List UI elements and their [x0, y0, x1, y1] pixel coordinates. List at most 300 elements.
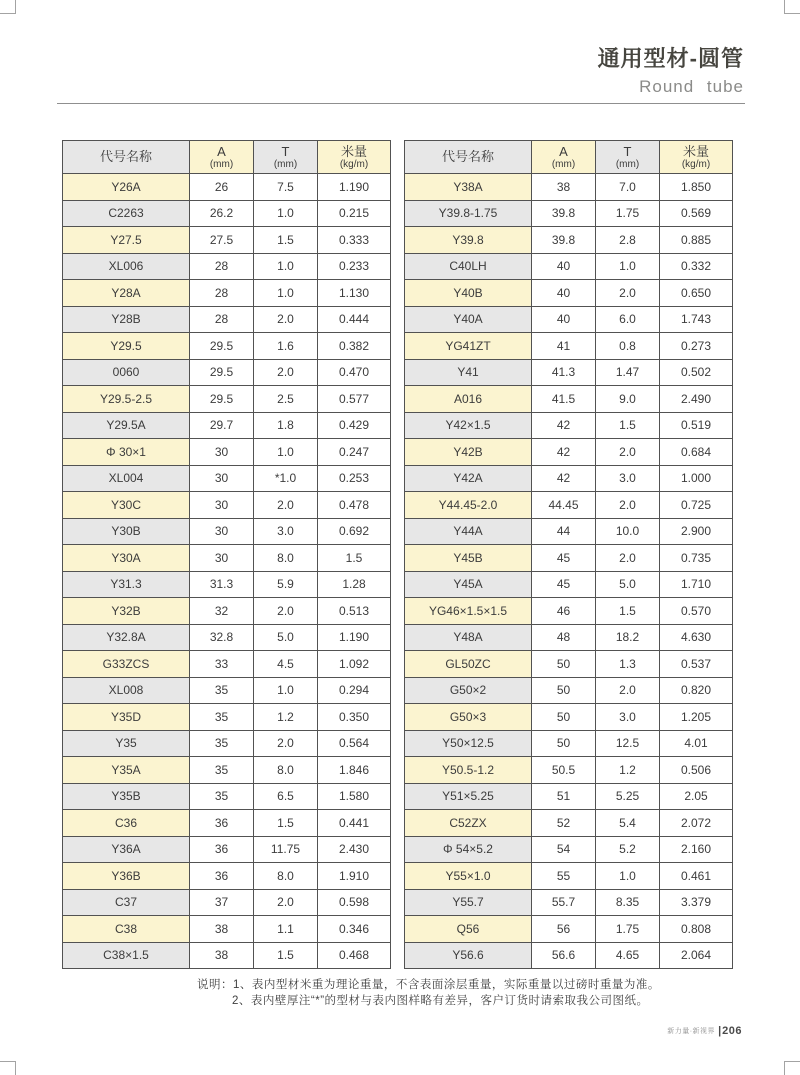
cell-code: Y30A — [63, 545, 190, 572]
cell-t: 1.0 — [254, 200, 318, 227]
table-row — [63, 333, 391, 360]
cell-code: Y45A — [405, 571, 532, 598]
table-row — [63, 704, 391, 731]
col-header-code: 代号名称 — [63, 141, 190, 174]
page-number: 206 — [722, 1025, 742, 1037]
cell-code: Y30B — [63, 518, 190, 545]
cell-t: 1.0 — [596, 253, 660, 280]
table-row — [63, 280, 391, 307]
col-header-code: 代号名称 — [405, 141, 532, 174]
cell-weight: 1.5 — [318, 545, 391, 572]
cell-t: 9.0 — [596, 386, 660, 413]
cell-code: GL50ZC — [405, 651, 532, 678]
cell-weight: 2.490 — [660, 386, 733, 413]
table-row — [63, 651, 391, 678]
cell-code: Y44A — [405, 518, 532, 545]
table-row — [63, 227, 391, 254]
table-row — [63, 810, 391, 837]
cell-code: YG41ZT — [405, 333, 532, 360]
table-row — [405, 889, 733, 916]
table-row — [405, 942, 733, 969]
cell-t: 8.0 — [254, 863, 318, 890]
table-row — [63, 757, 391, 784]
cell-a: 40 — [532, 280, 596, 307]
col-header-weight: 米量 (kg/m) — [660, 141, 733, 174]
table-row — [63, 412, 391, 439]
table-row — [405, 598, 733, 625]
cell-t: 5.9 — [254, 571, 318, 598]
cell-weight: 2.160 — [660, 836, 733, 863]
cell-code: Y44.45-2.0 — [405, 492, 532, 519]
cell-code: Y29.5 — [63, 333, 190, 360]
cell-weight: 0.350 — [318, 704, 391, 731]
cell-t: 0.8 — [596, 333, 660, 360]
header-divider — [57, 103, 745, 104]
cell-a: 44 — [532, 518, 596, 545]
cell-a: 35 — [190, 757, 254, 784]
crop-mark-top-left — [0, 0, 16, 14]
cell-a: 55.7 — [532, 889, 596, 916]
cell-code: Y42A — [405, 465, 532, 492]
crop-mark-bottom-left — [0, 1061, 16, 1075]
table-row — [63, 465, 391, 492]
cell-t: 1.8 — [254, 412, 318, 439]
cell-code: G50×2 — [405, 677, 532, 704]
cell-t: 4.5 — [254, 651, 318, 678]
cell-a: 40 — [532, 306, 596, 333]
table-row — [63, 200, 391, 227]
cell-a: 31.3 — [190, 571, 254, 598]
cell-a: 45 — [532, 571, 596, 598]
cell-code: Y55×1.0 — [405, 863, 532, 890]
cell-t: 1.5 — [254, 942, 318, 969]
cell-a: 48 — [532, 624, 596, 651]
cell-weight: 0.735 — [660, 545, 733, 572]
cell-t: 2.0 — [254, 889, 318, 916]
col-header-weight: 米量 (kg/m) — [318, 141, 391, 174]
cell-weight: 0.570 — [660, 598, 733, 625]
table-row — [63, 386, 391, 413]
cell-t: 3.0 — [254, 518, 318, 545]
table-row — [63, 916, 391, 943]
table-row — [63, 598, 391, 625]
cell-weight: 0.253 — [318, 465, 391, 492]
cell-code: C2263 — [63, 200, 190, 227]
cell-a: 28 — [190, 280, 254, 307]
table-row — [405, 359, 733, 386]
cell-weight: 0.382 — [318, 333, 391, 360]
table-row — [405, 757, 733, 784]
cell-a: 56 — [532, 916, 596, 943]
cell-a: 32 — [190, 598, 254, 625]
cell-weight: 0.444 — [318, 306, 391, 333]
page-title: 通用型材-圆管 — [597, 46, 744, 71]
cell-t: 2.0 — [596, 545, 660, 572]
cell-t: 11.75 — [254, 836, 318, 863]
cell-a: 41.5 — [532, 386, 596, 413]
cell-a: 38 — [532, 174, 596, 201]
cell-code: G33ZCS — [63, 651, 190, 678]
cell-a: 42 — [532, 439, 596, 466]
cell-weight: 0.273 — [660, 333, 733, 360]
note-line-2: 2、表内壁厚注“*”的型材与表内图样略有差异，客户订货时请索取我公司图纸。 — [232, 995, 649, 1007]
cell-code: Y35 — [63, 730, 190, 757]
cell-a: 33 — [190, 651, 254, 678]
cell-weight: 1.190 — [318, 624, 391, 651]
cell-code: Y55.7 — [405, 889, 532, 916]
header-row — [405, 141, 733, 174]
cell-t: 2.0 — [596, 677, 660, 704]
cell-weight: 0.569 — [660, 200, 733, 227]
cell-a: 52 — [532, 810, 596, 837]
cell-t: 1.5 — [254, 227, 318, 254]
table-row — [63, 439, 391, 466]
cell-a: 39.8 — [532, 227, 596, 254]
spec-tables — [62, 140, 733, 969]
table-row — [405, 465, 733, 492]
cell-weight: 0.470 — [318, 359, 391, 386]
table-row — [405, 412, 733, 439]
cell-weight: 1.846 — [318, 757, 391, 784]
table-row — [63, 942, 391, 969]
cell-a: 55 — [532, 863, 596, 890]
cell-code: Y26A — [63, 174, 190, 201]
cell-weight: 4.01 — [660, 730, 733, 757]
cell-code: Y38A — [405, 174, 532, 201]
cell-a: 41 — [532, 333, 596, 360]
table-row — [405, 174, 733, 201]
cell-weight: 2.072 — [660, 810, 733, 837]
cell-code: C37 — [63, 889, 190, 916]
table-row — [405, 518, 733, 545]
cell-a: 30 — [190, 545, 254, 572]
cell-code: Y41 — [405, 359, 532, 386]
cell-a: 32.8 — [190, 624, 254, 651]
cell-weight: 1.710 — [660, 571, 733, 598]
cell-a: 46 — [532, 598, 596, 625]
cell-weight: 0.461 — [660, 863, 733, 890]
cell-a: 35 — [190, 783, 254, 810]
cell-a: 38 — [190, 942, 254, 969]
cell-weight: 1.910 — [318, 863, 391, 890]
table-row — [63, 174, 391, 201]
cell-code: Y31.3 — [63, 571, 190, 598]
cell-code: YG46×1.5×1.5 — [405, 598, 532, 625]
cell-t: 2.0 — [254, 730, 318, 757]
table-row — [63, 545, 391, 572]
cell-code: C38 — [63, 916, 190, 943]
cell-code: Y40B — [405, 280, 532, 307]
cell-code: C52ZX — [405, 810, 532, 837]
cell-weight: 0.650 — [660, 280, 733, 307]
cell-weight: 0.577 — [318, 386, 391, 413]
cell-code: Y42B — [405, 439, 532, 466]
cell-t: 18.2 — [596, 624, 660, 651]
cell-weight: 0.441 — [318, 810, 391, 837]
cell-a: 35 — [190, 677, 254, 704]
cell-t: 5.0 — [254, 624, 318, 651]
cell-weight: 0.885 — [660, 227, 733, 254]
cell-code: C40LH — [405, 253, 532, 280]
cell-weight: 2.900 — [660, 518, 733, 545]
table-row — [405, 836, 733, 863]
cell-code: C38×1.5 — [63, 942, 190, 969]
note-line-1: 说明：1、表内型材米重为理论重量，不含表面涂层重量，实际重量以过磅时重量为准。 — [197, 979, 660, 991]
cell-t: 7.5 — [254, 174, 318, 201]
table-row — [405, 545, 733, 572]
page-header — [598, 46, 744, 97]
cell-a: 38 — [190, 916, 254, 943]
cell-code: A016 — [405, 386, 532, 413]
cell-code: Y27.5 — [63, 227, 190, 254]
brand-tagline: 新力量·新视界 — [667, 1028, 716, 1035]
table-row — [63, 783, 391, 810]
cell-a: 42 — [532, 465, 596, 492]
cell-a: 30 — [190, 492, 254, 519]
cell-weight: 0.692 — [318, 518, 391, 545]
cell-weight: 0.725 — [660, 492, 733, 519]
cell-code: Y45B — [405, 545, 532, 572]
cell-a: 35 — [190, 704, 254, 731]
cell-t: 3.0 — [596, 704, 660, 731]
table-row — [405, 677, 733, 704]
cell-t: 8.0 — [254, 545, 318, 572]
cell-a: 51 — [532, 783, 596, 810]
cell-code: Y42×1.5 — [405, 412, 532, 439]
cell-a: 35 — [190, 730, 254, 757]
cell-code: Y50.5-1.2 — [405, 757, 532, 784]
cell-code: Y30C — [63, 492, 190, 519]
cell-t: 2.8 — [596, 227, 660, 254]
col-header-a: A (mm) — [190, 141, 254, 174]
table-row — [405, 386, 733, 413]
cell-t: 2.0 — [254, 359, 318, 386]
table-row — [63, 624, 391, 651]
col-header-t: T (mm) — [254, 141, 318, 174]
page-subtitle: Round tube — [639, 77, 744, 96]
table-row — [405, 624, 733, 651]
cell-weight: 0.513 — [318, 598, 391, 625]
cell-t: 2.0 — [596, 492, 660, 519]
cell-a: 41.3 — [532, 359, 596, 386]
cell-code: Y56.6 — [405, 942, 532, 969]
table-row — [63, 863, 391, 890]
spec-table-left — [62, 140, 391, 969]
cell-weight: 1.743 — [660, 306, 733, 333]
cell-a: 50 — [532, 704, 596, 731]
cell-a: 26.2 — [190, 200, 254, 227]
table-row — [63, 730, 391, 757]
cell-weight: 2.430 — [318, 836, 391, 863]
cell-weight: 1.850 — [660, 174, 733, 201]
cell-weight: 0.332 — [660, 253, 733, 280]
cell-code: Y50×12.5 — [405, 730, 532, 757]
table-row — [63, 492, 391, 519]
cell-a: 36 — [190, 836, 254, 863]
footer-separator: | — [718, 1025, 722, 1037]
crop-mark-bottom-right — [784, 1061, 800, 1075]
cell-t: 2.0 — [254, 598, 318, 625]
table-row — [63, 836, 391, 863]
cell-code: 0060 — [63, 359, 190, 386]
cell-weight: 1.092 — [318, 651, 391, 678]
cell-weight: 1.205 — [660, 704, 733, 731]
cell-t: 1.0 — [254, 439, 318, 466]
cell-a: 30 — [190, 465, 254, 492]
table-notes — [197, 977, 660, 1009]
cell-a: 42 — [532, 412, 596, 439]
cell-t: 6.0 — [596, 306, 660, 333]
cell-t: 1.0 — [254, 280, 318, 307]
cell-weight: 1.28 — [318, 571, 391, 598]
cell-a: 50 — [532, 730, 596, 757]
cell-weight: 1.130 — [318, 280, 391, 307]
cell-code: XL004 — [63, 465, 190, 492]
cell-a: 29.5 — [190, 359, 254, 386]
cell-code: Y48A — [405, 624, 532, 651]
cell-code: Y36A — [63, 836, 190, 863]
cell-weight: 0.808 — [660, 916, 733, 943]
table-row — [63, 359, 391, 386]
table-row — [405, 916, 733, 943]
cell-t: 4.65 — [596, 942, 660, 969]
cell-code: Y28B — [63, 306, 190, 333]
cell-a: 54 — [532, 836, 596, 863]
table-row — [63, 677, 391, 704]
cell-code: Y28A — [63, 280, 190, 307]
table-row — [405, 783, 733, 810]
table-row — [405, 704, 733, 731]
spec-table-right — [404, 140, 733, 969]
table-row — [63, 253, 391, 280]
cell-code: C36 — [63, 810, 190, 837]
table-row — [405, 571, 733, 598]
cell-weight: 0.215 — [318, 200, 391, 227]
table-row — [405, 492, 733, 519]
crop-mark-top-right — [784, 0, 800, 14]
cell-code: Y35B — [63, 783, 190, 810]
col-header-t: T (mm) — [596, 141, 660, 174]
cell-weight: 0.333 — [318, 227, 391, 254]
cell-code: Φ 54×5.2 — [405, 836, 532, 863]
cell-weight: 0.519 — [660, 412, 733, 439]
cell-code: Y40A — [405, 306, 532, 333]
cell-a: 26 — [190, 174, 254, 201]
table-row — [63, 571, 391, 598]
cell-code: XL006 — [63, 253, 190, 280]
cell-a: 50 — [532, 651, 596, 678]
cell-code: Y29.5-2.5 — [63, 386, 190, 413]
table-row — [405, 863, 733, 890]
cell-a: 37 — [190, 889, 254, 916]
cell-t: 1.2 — [254, 704, 318, 731]
cell-a: 50.5 — [532, 757, 596, 784]
table-row — [405, 200, 733, 227]
cell-weight: 2.064 — [660, 942, 733, 969]
cell-a: 29.5 — [190, 386, 254, 413]
cell-t: 2.0 — [254, 492, 318, 519]
cell-t: 1.0 — [254, 253, 318, 280]
table-row — [405, 810, 733, 837]
cell-a: 30 — [190, 439, 254, 466]
cell-weight: 0.564 — [318, 730, 391, 757]
cell-t: 1.5 — [254, 810, 318, 837]
cell-weight: 0.506 — [660, 757, 733, 784]
cell-t: 5.25 — [596, 783, 660, 810]
cell-weight: 0.478 — [318, 492, 391, 519]
cell-a: 50 — [532, 677, 596, 704]
table-row — [405, 730, 733, 757]
cell-a: 56.6 — [532, 942, 596, 969]
cell-weight: 0.598 — [318, 889, 391, 916]
cell-weight: 0.502 — [660, 359, 733, 386]
table-row — [63, 889, 391, 916]
table-row — [405, 439, 733, 466]
cell-code: Y39.8-1.75 — [405, 200, 532, 227]
table-row — [63, 518, 391, 545]
cell-weight: 1.580 — [318, 783, 391, 810]
cell-weight: 0.294 — [318, 677, 391, 704]
table-row — [405, 651, 733, 678]
cell-a: 28 — [190, 306, 254, 333]
cell-t: 1.47 — [596, 359, 660, 386]
cell-code: Y39.8 — [405, 227, 532, 254]
cell-t: 10.0 — [596, 518, 660, 545]
cell-t: 1.0 — [596, 863, 660, 890]
cell-a: 28 — [190, 253, 254, 280]
cell-t: 2.5 — [254, 386, 318, 413]
cell-a: 30 — [190, 518, 254, 545]
cell-weight: 0.429 — [318, 412, 391, 439]
cell-t: 1.0 — [254, 677, 318, 704]
cell-t: 1.6 — [254, 333, 318, 360]
cell-a: 29.7 — [190, 412, 254, 439]
cell-t: *1.0 — [254, 465, 318, 492]
cell-a: 27.5 — [190, 227, 254, 254]
cell-a: 39.8 — [532, 200, 596, 227]
cell-t: 8.0 — [254, 757, 318, 784]
cell-a: 36 — [190, 810, 254, 837]
cell-t: 5.0 — [596, 571, 660, 598]
cell-code: Y51×5.25 — [405, 783, 532, 810]
cell-code: Y32.8A — [63, 624, 190, 651]
table-row — [405, 253, 733, 280]
cell-weight: 1.190 — [318, 174, 391, 201]
cell-code: G50×3 — [405, 704, 532, 731]
cell-code: XL008 — [63, 677, 190, 704]
cell-code: Q56 — [405, 916, 532, 943]
cell-a: 36 — [190, 863, 254, 890]
cell-t: 1.5 — [596, 598, 660, 625]
cell-weight: 0.233 — [318, 253, 391, 280]
cell-weight: 4.630 — [660, 624, 733, 651]
cell-t: 8.35 — [596, 889, 660, 916]
cell-t: 6.5 — [254, 783, 318, 810]
cell-code: Y35D — [63, 704, 190, 731]
cell-t: 2.0 — [596, 280, 660, 307]
cell-t: 7.0 — [596, 174, 660, 201]
cell-weight: 2.05 — [660, 783, 733, 810]
cell-code: Y35A — [63, 757, 190, 784]
cell-t: 5.2 — [596, 836, 660, 863]
table-row — [405, 306, 733, 333]
cell-t: 1.1 — [254, 916, 318, 943]
cell-t: 1.5 — [596, 412, 660, 439]
cell-weight: 0.468 — [318, 942, 391, 969]
col-header-a: A (mm) — [532, 141, 596, 174]
page-footer — [667, 1025, 742, 1037]
table-row — [405, 280, 733, 307]
